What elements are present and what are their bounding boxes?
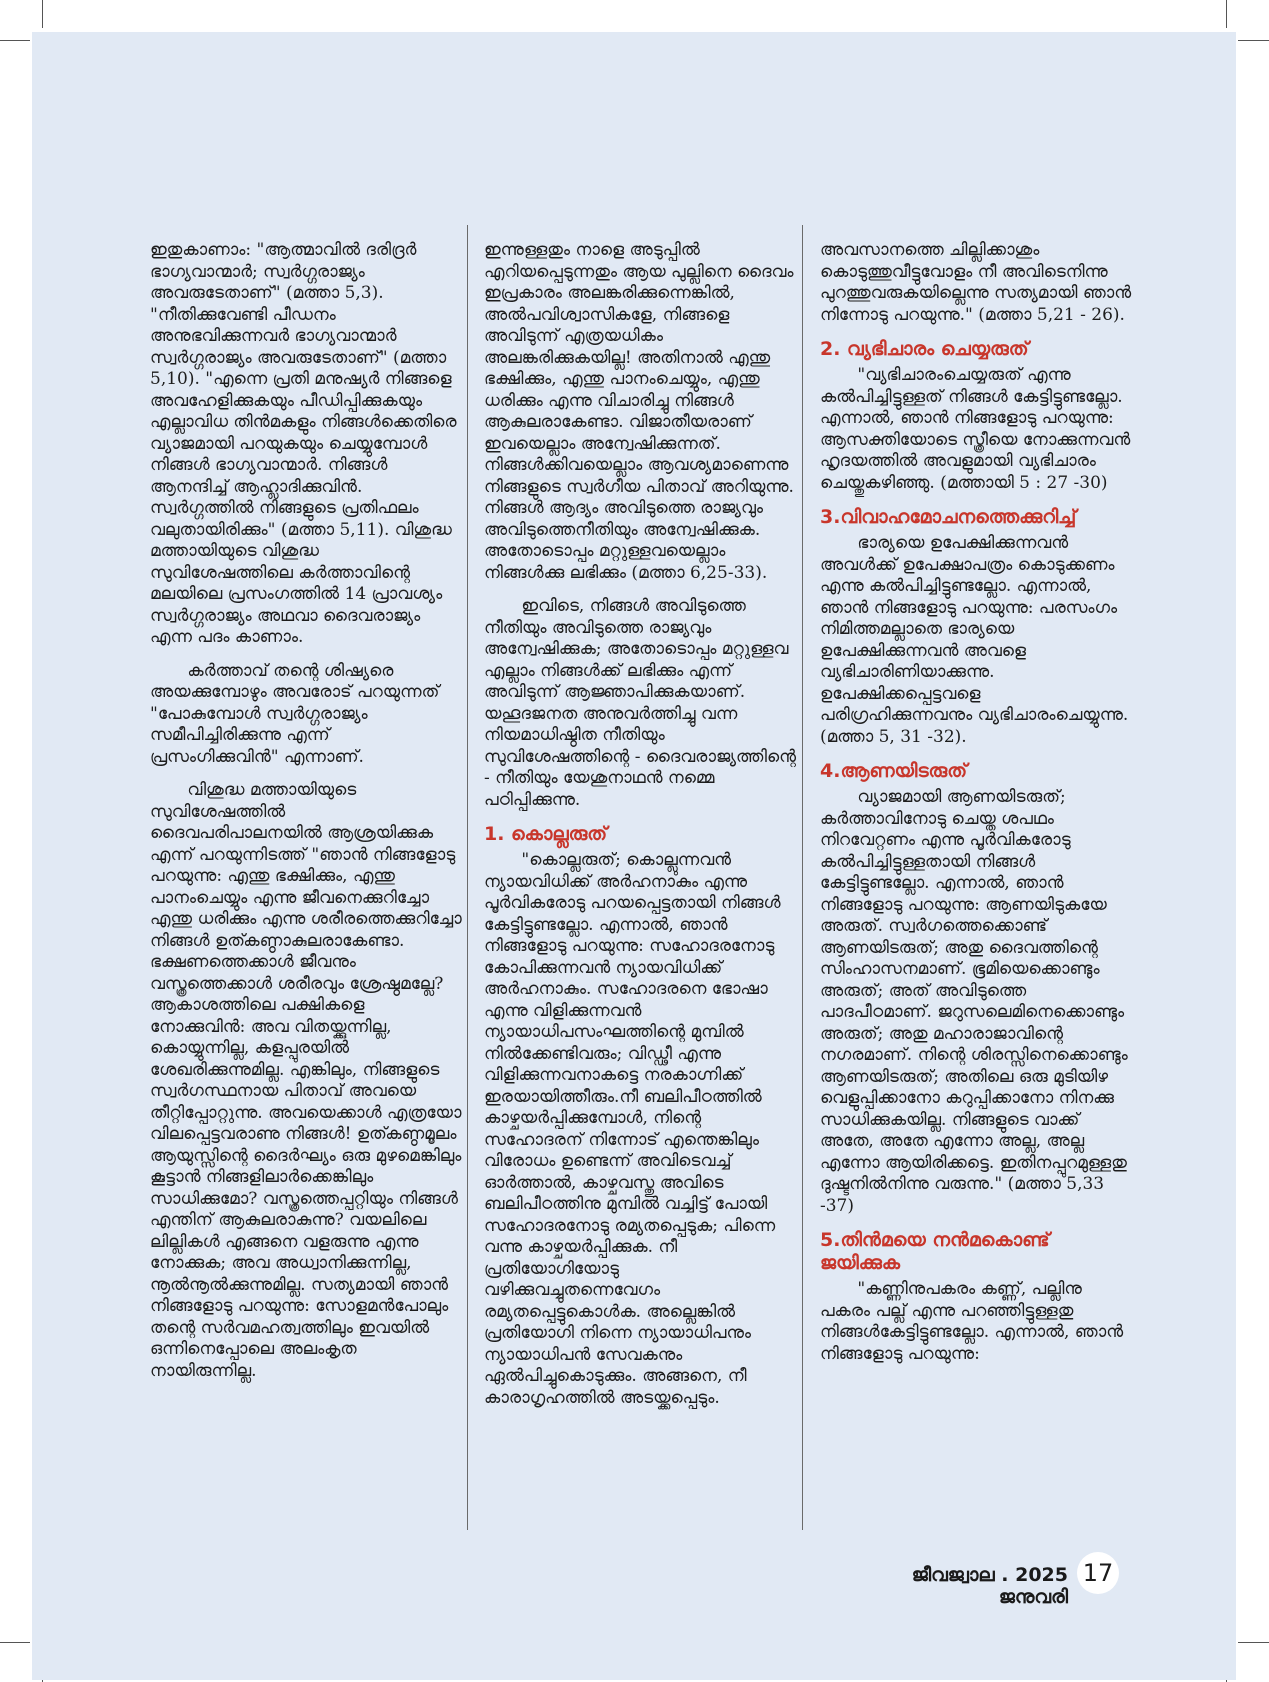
column-divider: [802, 225, 803, 1530]
section-heading-5: 5.തിൻമയെ നൻമകൊണ്ട് ജയിക്കുക: [820, 1229, 1050, 1274]
crop-mark: [0, 1642, 30, 1643]
paragraph: വിശുദ്ധ മത്തായിയുടെ സുവിശേഷത്തിൽ ദൈവപരിപാലനയിൽ ആശ്രയിക്കുക എന്ന് പറയുന്നിടത്ത് "ഞാൻ നിങ്ങളോടു പറയുന്നു: എന്തു ഭക്ഷിക്കും, എന്തു പാനംചെയ്യും എന്നു ജീവനെക്കുറിച്ചോ എന്തു ധരിക്കും എന്നു ശരീരത്തെക്കുറിച്ചോ നിങ്ങൾ ഉത്കണ്ഠാകുലരാകേണ്ടാ. ഭക്ഷണത്തെക്കാൾ ജീവനും വസ്ത്രത്തെക്കാൾ ശരീരവും ശ്രേഷ്ഠമല്ലേ? ആകാശത്തിലെ പക്ഷികളെ നോക്കുവിൻ: അവ വിതയ്ക്കുന്നില്ല, കൊയ്യുന്നില്ല, കളപ്പുരയിൽ ശേഖരിക്കുന്നുമില്ല. എങ്കിലും, നിങ്ങളുടെ സ്വർഗസ്ഥനായ പിതാവ് അവയെ തീറ്റിപ്പോറ്റുന്നു. അവയെക്കാൾ എത്രയോ വിലപ്പെട്ടവരാണു നിങ്ങൾ! ഉത്കണ്ഠമൂലം ആയുസ്സിന്റെ ദൈർഘ്യം ഒരു മുഴമെങ്കിലും കൂട്ടാൻ നിങ്ങളിലാർക്കെങ്കിലും സാധിക്കുമോ? വസ്ത്രത്തെപ്പറ്റിയും നിങ്ങൾ എന്തിന് ആകുലരാകുന്നു? വയലിലെ ലില്ലികൾ എങ്ങനെ വളരുന്നു എന്നു നോക്കുക; അവ അധ്വാനിക്കുന്നില്ല, നൂൽനൂൽക്കുന്നുമില്ല. സത്യമായി ഞാൻ നിങ്ങളോടു പറയുന്നു: സോളമൻപോലും തന്റെ സർവമഹത്വത്തിലും ഇവയിൽ ഒന്നിനെപ്പോലെ അലംകൃത നായിരുന്നില്ല.: [150, 780, 462, 1381]
section-heading-4: 4.ആണയിടരുത്: [820, 760, 968, 782]
paragraph: "കണ്ണിനുപകരം കണ്ണ്, പല്ലിനു പകരം പല്ല് എന്നു പറഞ്ഞിട്ടുള്ളതു നിങ്ങൾകേട്ടിട്ടുണ്ടല്ലോ. എന്നാൽ, ഞാൻ നിങ്ങളോടു പറയുന്നു:: [820, 1279, 1124, 1364]
column-1: [150, 240, 462, 1394]
section-heading-1: 1. കൊല്ലരുത്: [484, 823, 608, 845]
section-heading-3: 3.വിവാഹമോചനത്തെക്കുറിച്ച്: [820, 506, 1077, 528]
column-2: [484, 240, 796, 1421]
paragraph: ഇന്നുള്ളതും നാളെ അടുപ്പിൽ എറിയപ്പെടുന്നതും ആയ പുല്ലിനെ ദൈവം ഇപ്രകാരം അലങ്കരിക്കുന്നെങ്കിൽ, അൽപവിശ്വാസികളേ, നിങ്ങളെ അവിടുന്ന് എത്രയധികം അലങ്കരിക്കുകയില്ല! അതിനാൽ എന്തു ഭക്ഷിക്കും, എന്തു പാനംചെയ്യും, എന്തു ധരിക്കും എന്നു വിചാരിച്ചു നിങ്ങൾ ആകുലരാകേണ്ടാ. വിജാതീയരാണ് ഇവയെല്ലാം അന്വേഷിക്കുന്നത്. നിങ്ങൾക്കിവയെല്ലാം ആവശ്യമാണെന്നു നിങ്ങളുടെ സ്വർഗീയ പിതാവ് അറിയുന്നു. നിങ്ങൾ ആദ്യം അവിടുത്തെ രാജ്യവും അവിടുത്തെനീതിയും അന്വേഷിക്കുക. അതോടൊപ്പം മറ്റുള്ളവയെല്ലാം നിങ്ങൾക്കു ലഭിക്കും (മത്താ 6,25-33).: [484, 240, 794, 583]
column-divider: [467, 225, 468, 1530]
crop-mark: [0, 40, 30, 41]
crop-mark: [1238, 1642, 1269, 1643]
page-number: 17: [1077, 1552, 1119, 1594]
paragraph: ഇതുകാണാം: "ആത്മാവിൽ ദരിദ്രർ ഭാഗ്യവാന്മാർ; സ്വർഗ്ഗരാജ്യം അവരുടേതാണ്" (മത്താ 5,3). "നീതിക്കുവേണ്ടി പീഡനം അനുഭവിക്കുന്നവർ ഭാഗ്യവാന്മാർ സ്വർഗ്ഗരാജ്യം അവരുടേതാണ്" (മത്താ 5,10). "എന്നെ പ്രതി മനുഷ്യർ നിങ്ങളെ അവഹേളിക്കുകയും പീഡിപ്പിക്കുകയും എല്ലാവിധ തിൻമകളും നിങ്ങൾക്കെതിരെ വ്യാജമായി പറയുകയും ചെയ്യുമ്പോൾ നിങ്ങൾ ഭാഗ്യവാന്മാർ. നിങ്ങൾ ആനന്ദിച്ച് ആഹ്ലാദിക്കുവിൻ. സ്വർഗ്ഗത്തിൽ നിങ്ങളുടെ പ്രതിഫലം വലുതായിരിക്കും" (മത്താ 5,11). വിശുദ്ധ മത്തായിയുടെ വിശുദ്ധ സുവിശേഷത്തിലെ കർത്താവിന്റെ മലയിലെ പ്രസംഗത്തിൽ 14 പ്രാവശ്യം സ്വർഗ്ഗരാജ്യം അഥവാ ദൈവരാജ്യം എന്ന പദം കാണാം.: [150, 240, 457, 647]
paragraph: കർത്താവ് തന്റെ ശിഷ്യരെ അയക്കുമ്പോഴും അവരോട് പറയുന്നത് "പോകുമ്പോൾ സ്വർഗ്ഗരാജ്യം സമീപിച്ചിരിക്കുന്നു എന്ന് പ്രസംഗിക്കുവിൻ" എന്നാണ്.: [150, 660, 440, 767]
paragraph: അവസാനത്തെ ചില്ലിക്കാശും കൊടുത്തുവീട്ടുവോളം നീ അവിടെനിന്നു പുറത്തുവരുകയില്ലെന്നു സത്യമായി ഞാൻ നിന്നോടു പറയുന്നു." (മത്താ 5,21 - 26).: [820, 240, 1132, 325]
paragraph: ഭാര്യയെ ഉപേക്ഷിക്കുന്നവൻ അവൾക്ക് ഉപേക്ഷാപത്രം കൊടുക്കണം എന്നു കൽപിച്ചിട്ടുണ്ടല്ലോ. എന്നാൽ, ഞാൻ നിങ്ങളോടു പറയുന്നു: പരസംഗം നിമിത്തമല്ലാതെ ഭാര്യയെ ഉപേക്ഷിക്കുന്നവൻ അവളെ വ്യഭിചാരിണിയാക്കുന്നു. ഉപേക്ഷിക്കപ്പെട്ടവളെ പരിഗ്രഹിക്കുന്നവനും വ്യഭിചാരംചെയ്യുന്നു. (മത്താ 5, 31 -32).: [820, 533, 1129, 747]
section-heading-2: 2. വ്യഭിചാരം ചെയ്യരുത്: [820, 338, 1029, 360]
publication-footer: ജീവജ്വാല . 2025 ജനുവരി: [911, 1564, 1068, 1608]
crop-mark: [1238, 40, 1269, 41]
paragraph: "വ്യഭിചാരംചെയ്യരുത് എന്നു കൽപിച്ചിട്ടുള്ളത് നിങ്ങൾ കേട്ടിട്ടുണ്ടല്ലോ. എന്നാൽ, ഞാൻ നിങ്ങളോടു പറയുന്നു: ആസക്തിയോടെ സ്ത്രീയെ നോക്കുന്നവൻ ഹൃദയത്തിൽ അവളുമായി വ്യഭിചാരം ചെയ്തുകഴിഞ്ഞു. (മത്തായി 5 : 27 -30): [820, 365, 1131, 493]
crop-mark: [1226, 0, 1227, 28]
paragraph: ഇവിടെ, നിങ്ങൾ അവിടുത്തെ നീതിയും അവിടുത്തെ രാജ്യവും അന്വേഷിക്കുക; അതോടൊപ്പം മറ്റുള്ളവ എല്ലാം നിങ്ങൾക്ക് ലഭിക്കും എന്ന് അവിടുന്ന് ആജ്ഞാപിക്കുകയാണ്. യഹൂദജനത അനുവർത്തിച്ചു വന്ന നിയമാധിഷ്ഠിത നീതിയും സുവിശേഷത്തിന്റെ - ദൈവരാജ്യത്തിന്റെ - നീതിയും യേശുനാഥൻ നമ്മെ പഠിപ്പിക്കുന്നു.: [484, 596, 796, 810]
crop-mark: [42, 0, 43, 28]
paragraph: "കൊല്ലരുത്; കൊല്ലുന്നവൻ ന്യായവിധിക്ക് അർഹനാകും എന്നു പൂർവികരോടു പറയപ്പെട്ടതായി നിങ്ങൾ കേട്ടിട്ടുണ്ടല്ലോ. എന്നാൽ, ഞാൻ നിങ്ങളോടു പറയുന്നു: സഹോദരനോടു കോപിക്കുന്നവൻ ന്യായവിധിക്ക് അർഹനാകും. സഹോദരനെ ഭോഷാ എന്നു വിളിക്കുന്നവൻ ന്യായാധിപസംഘത്തിന്റെ മുമ്പിൽ നിൽക്കേണ്ടിവരും; വിഡ്ഢീ എന്നു വിളിക്കുന്നവനാകട്ടെ നരകാഗ്നിക്ക് ഇരയായിത്തീരും.നീ ബലിപീഠത്തിൽ കാഴ്ചയർപ്പിക്കുമ്പോൾ, നിന്റെ സഹോദരന് നിന്നോട് എന്തെങ്കിലും വിരോധം ഉണ്ടെന്ന് അവിടെവച്ച് ഓർത്താൽ, കാഴ്ചവസ്തു അവിടെ ബലിപീഠത്തിനു മുമ്പിൽ വച്ചിട്ട് പോയി സഹോദരനോടു രമ്യതപ്പെടുക; പിന്നെ വന്നു കാഴ്ചയർപ്പിക്കുക. നീ പ്രതിയോഗിയോടു വഴിക്കുവച്ചുതന്നെവേഗം രമ്യതപ്പെട്ടുകൊൾക. അല്ലെങ്കിൽ പ്രതിയോഗി നിന്നെ ന്യായാധിപനും ന്യായാധിപൻ സേവകനും ഏൽപിച്ചുകൊടുക്കും. അങ്ങനെ, നീ കാരാഗൃഹത്തിൽ അടയ്ക്കപ്പെടും.: [484, 850, 781, 1408]
paragraph: വ്യാജമായി ആണയിടരുത്; കർത്താവിനോടു ചെയ്ത ശപഥം നിറവേറ്റണം എന്നു പൂർവികരോടു കൽപിച്ചിട്ടുള്ളതായി നിങ്ങൾ കേട്ടിട്ടുണ്ടല്ലോ. എന്നാൽ, ഞാൻ നിങ്ങളോടു പറയുന്നു: ആണയിടുകയേ അരുത്. സ്വർഗത്തെക്കൊണ്ട് ആണയിടരുത്; അതു ദൈവത്തിന്റെ സിംഹാസനമാണ്. ഭൂമിയെക്കൊണ്ടും അരുത്; അത് അവിടുത്തെ പാദപീഠമാണ്. ജറുസലെമിനെക്കൊണ്ടും അരുത്; അതു മഹാരാജാവിന്റെ നഗരമാണ്. നിന്റെ ശിരസ്സിനെക്കൊണ്ടും ആണയിടരുത്; അതിലെ ഒരു മുടിയിഴ വെളുപ്പിക്കാനോ കറുപ്പിക്കാനോ നിനക്കു സാധിക്കുകയില്ല. നിങ്ങളുടെ വാക്ക് അതേ, അതേ എന്നോ അല്ല, അല്ല എന്നോ ആയിരിക്കട്ടെ. ഇതിനപ്പുറമുള്ളതു ദുഷ്ടനിൽനിന്നു വരുന്നു." (മത്താ 5,33 -37): [820, 787, 1128, 1216]
column-3: [820, 240, 1132, 1377]
